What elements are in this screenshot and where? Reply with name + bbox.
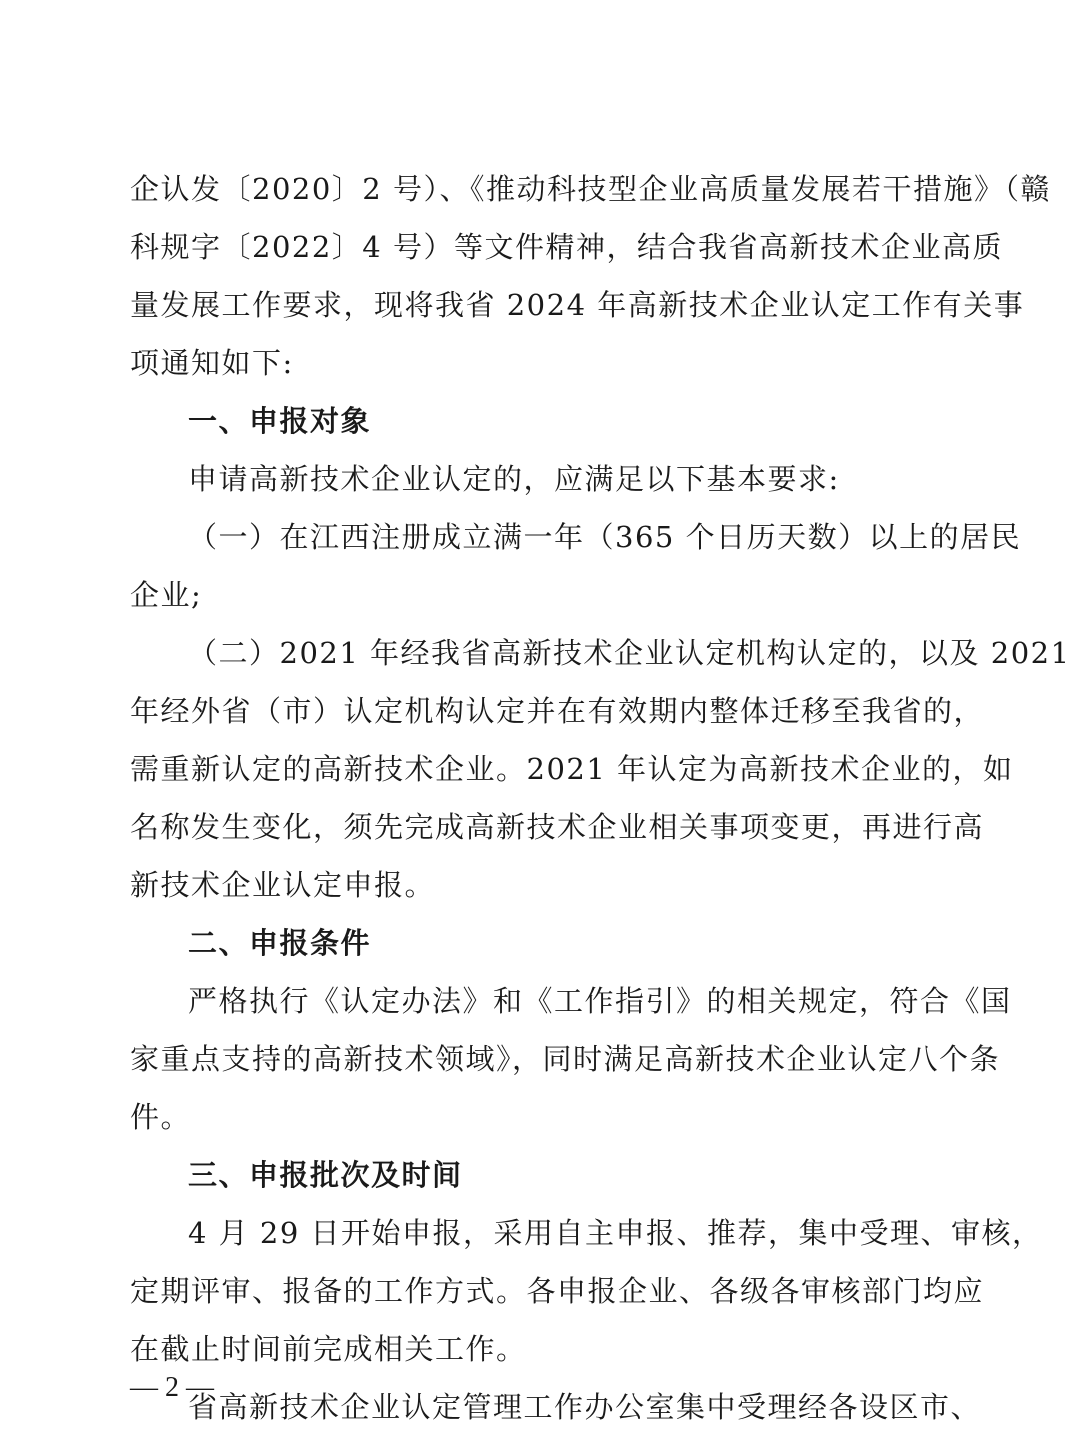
section2-line: 严格执行《认定办法》和《工作指引》的相关规定，符合《国 [188,984,1012,1018]
body-line: 项通知如下: [130,346,294,380]
document-body [130,160,1071,1436]
section1-intro: 申请高新技术企业认定的，应满足以下基本要求: [188,462,840,496]
section1-item2-line: （二）2021 年经我省高新技术企业认定机构认定的，以及 2021 [188,636,1071,670]
section-heading-1: 一、申报对象 [188,404,372,438]
page-number: — 2 — [130,1372,214,1403]
body-line: 科规字〔2022〕4 号）等文件精神，结合我省高新技术企业高质 [130,230,1003,264]
section3-para1-line: 4 月 29 日开始申报，采用自主申报、推荐，集中受理、审核， [188,1216,1043,1250]
section-heading-2: 二、申报条件 [188,926,372,960]
section3-para1-line: 在截止时间前完成相关工作。 [130,1332,527,1366]
section1-item2-line: 需重新认定的高新技术企业。2021 年认定为高新技术企业的，如 [130,752,1014,786]
section2-line: 件。 [130,1100,192,1134]
section3-para1-line: 定期评审、报备的工作方式。各申报企业、各级各审核部门均应 [130,1274,985,1308]
body-line: 量发展工作要求，现将我省 2024 年高新技术企业认定工作有关事 [130,288,1025,322]
section2-line: 家重点支持的高新技术领域》，同时满足高新技术企业认定八个条 [130,1042,1001,1076]
section1-item2-line: 年经外省（市）认定机构认定并在有效期内整体迁移至我省的， [130,694,985,728]
section1-item1-line: （一）在江西注册成立满一年（365 个日历天数）以上的居民 [188,520,1022,554]
section3-para2-line: 省高新技术企业认定管理工作办公室集中受理经各设区市、 [188,1390,982,1424]
section-heading-3: 三、申报批次及时间 [188,1158,463,1192]
section1-item1-line: 企业; [130,578,203,612]
body-line: 企认发〔2020〕2 号）、《推动科技型企业高质量发展若干措施》（赣 [130,172,1051,206]
section1-item2-line: 新技术企业认定申报。 [130,868,436,902]
section1-item2-line: 名称发生变化，须先完成高新技术企业相关事项变更，再进行高 [130,810,985,844]
